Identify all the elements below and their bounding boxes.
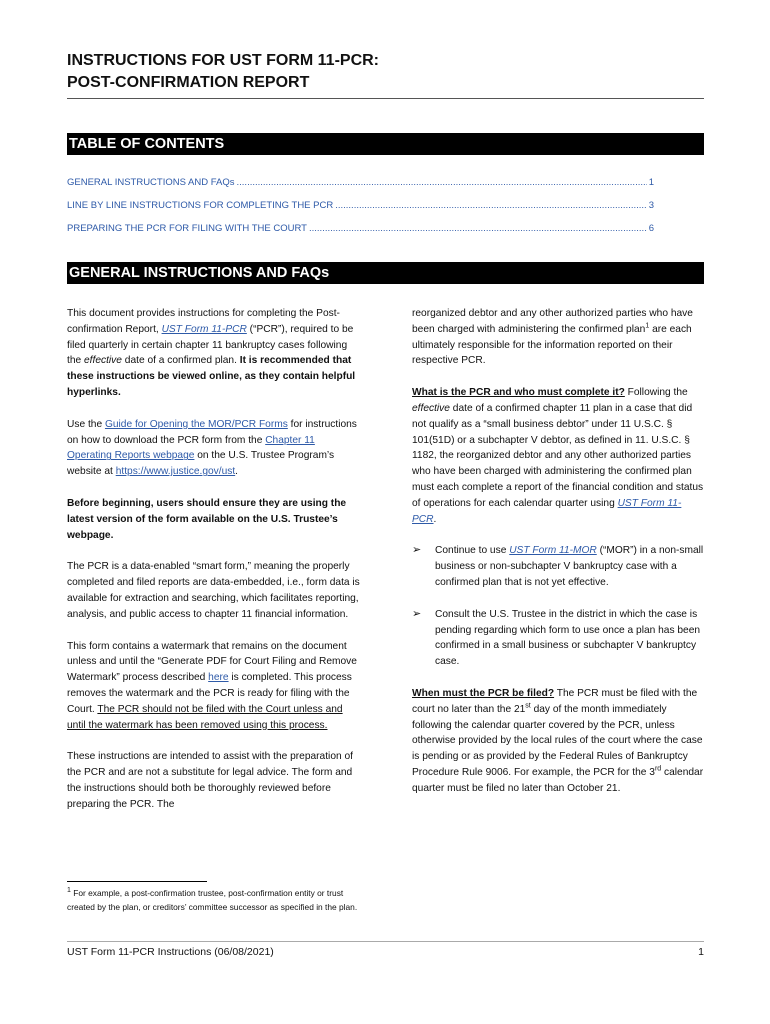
section-heading: GENERAL INSTRUCTIONS AND FAQs [67,262,704,284]
paragraph-disclaimer: These instructions are intended to assist with the preparation of the PCR and are not a substitute for legal advice. The form and the instructions should both be thoroughly reviewed before preparing the PCR. The [67,751,353,810]
toc-entry-label: PREPARING THE PCR FOR FILING WITH THE COURT [67,223,307,234]
footer-doc-label: UST Form 11-PCR Instructions (06/08/2021) [67,946,274,958]
toc-entry-page: 6 [648,223,654,234]
text: are each ultimately responsible for the information reported on their respective PCR. [412,323,692,367]
page-number: 1 [698,946,704,958]
toc-entry-label: GENERAL INSTRUCTIONS AND FAQs [67,177,235,188]
arrow-bullet-icon: ➢ [412,607,422,620]
toc-entry-line-by-line[interactable] [67,200,654,211]
ust-form-11-mor-link[interactable]: UST Form 11-MOR [509,545,597,557]
toc-leader-dots [335,200,646,211]
text: This document provides instructions for completing the Post-confirmation Report, [67,308,340,335]
text: The PCR must be filed with the court no later than the 21 [412,687,698,715]
toc-entry-preparing[interactable] [67,223,654,234]
title-line-1: INSTRUCTIONS FOR UST FORM 11-PCR: [67,52,380,69]
footnote-divider [67,881,207,882]
text: for instructions on how to download the PCR form from the [67,418,357,446]
guide-link[interactable]: Guide for Opening the MOR/PCR Forms [104,418,288,430]
arrow-bullet-icon: ➢ [412,544,422,557]
paragraph-responsibility [412,306,704,369]
text: This form contains a watermark that remains on the document unless and until the “Generate PDF for Court Filing and Remove Watermark” process described [67,640,357,684]
toc-leader-dots [237,177,647,188]
text: day of the month immediately following the calendar quarter covered by the PCR, unless otherwise provided by the local rules of the court where the case is pending or as provided by the Federal Rules of Bankruptcy Procedure Rule 9006. For example, the PCR for the 3 [412,703,703,778]
faq-question: What is the PCR and who must complete it? [412,387,625,399]
text: (“PCR”), required to be filed quarterly in certain chapter 11 bankruptcy cases following the [67,323,354,367]
text: calendar quarter must be filed no later than October 21. [412,766,704,794]
toc-entry-general[interactable] [67,177,654,188]
paragraph-watermark [67,639,362,734]
footnote [67,886,362,914]
text: . [433,513,437,525]
toc-leader-dots [309,223,647,234]
paragraph-guide [67,417,362,480]
warning-text: The PCR should not be filed with the Court unless and until the watermark has been removed using this process. [67,703,343,731]
toc-heading: TABLE OF CONTENTS [67,133,704,155]
operating-reports-link[interactable]: Chapter 11 Operating Reports webpage [67,434,315,462]
text: on the U.S. Trustee Program’s website at [67,450,335,478]
paragraph-before-beginning [67,496,362,543]
text: reorganized debtor and any other authorized parties who have been charged with administering the confirmed plan [412,308,693,335]
toc-entry-page: 1 [648,177,654,188]
text: Before beginning, users should ensure they are using the latest version of the form available on the U.S. Trustee’s webpage. [67,497,347,541]
ust-form-11-pcr-link[interactable]: UST Form 11-PCR [161,323,247,335]
bullet-text [435,543,704,590]
toc-entry-label: LINE BY LINE INSTRUCTIONS FOR COMPLETING THE PCR [67,200,334,211]
left-column [67,306,362,829]
footer-divider [67,941,704,942]
faq-what-is-pcr [412,385,704,527]
bullet-item-mor [412,543,704,590]
text: date of a confirmed chapter 11 plan in a case that did not qualify as a “small business debtor” under 11 U.S.C. § 101(51D) or a subchapter V debtor, as defined in 11. U.S.C. § 1182, the reorganized debtor and any other authorized parties who have been charged with administering the confirmed plan must each complete a report of the financial condition and status of operations for each calendar quarter using [412,402,704,509]
text: date of a confirmed plan. [121,355,240,367]
title-line-2: POST-CONFIRMATION REPORT [67,74,310,91]
document-title [67,50,704,94]
toc-entry-page: 3 [648,200,654,211]
paragraph-smart-form: The PCR is a data-enabled “smart form,” meaning the properly completed and filed reports are data-embedded, i.e., form data is available for extraction and searching, which facilitates reporting, analysis, and public access to chapter 11 financial information. [67,561,360,620]
text: (“MOR”) in a non-small business or non-subchapter V bankruptcy case with a confirmed plan that is not yet effective. [435,545,704,588]
page-footer [67,946,704,958]
superscript: rd [654,765,662,773]
superscript: st [525,702,531,710]
title-divider [67,98,704,99]
justice-gov-link[interactable]: https://www.justice.gov/ust [115,466,236,478]
text: Continue to use [435,545,510,557]
bullet-text: Consult the U.S. Trustee in the district in which the case is pending regarding which form to use once a plan has been confirmed in a small business or subchapter V bankruptcy case. [435,608,701,668]
text: is completed. This process removes the watermark and the PCR is ready for filing with the Court. [67,672,352,715]
text: effective [412,402,450,414]
here-link[interactable]: here [208,672,229,684]
text: Following the [624,387,688,399]
footnote-text: For example, a post-confirmation trustee, post-confirmation entity or trust created by the plan, or creditors’ committee successor as specified in the plan. [67,888,358,912]
recommendation-text: It is recommended that these instructions be viewed online, as they contain helpful hyperlinks. [67,355,356,398]
ust-form-11-pcr-link[interactable]: UST Form 11-PCR [412,497,682,525]
bullet-item-consult [412,607,704,670]
right-column [412,306,704,813]
faq-question: When must the PCR be filed? [412,687,555,699]
paragraph-intro [67,306,362,401]
text: . [235,466,239,478]
faq-when-filed [412,686,704,797]
text: effective [84,355,122,367]
text: Use the [67,418,105,430]
footnote-ref[interactable]: 1 [645,322,650,330]
footnote-number: 1 [67,887,71,895]
